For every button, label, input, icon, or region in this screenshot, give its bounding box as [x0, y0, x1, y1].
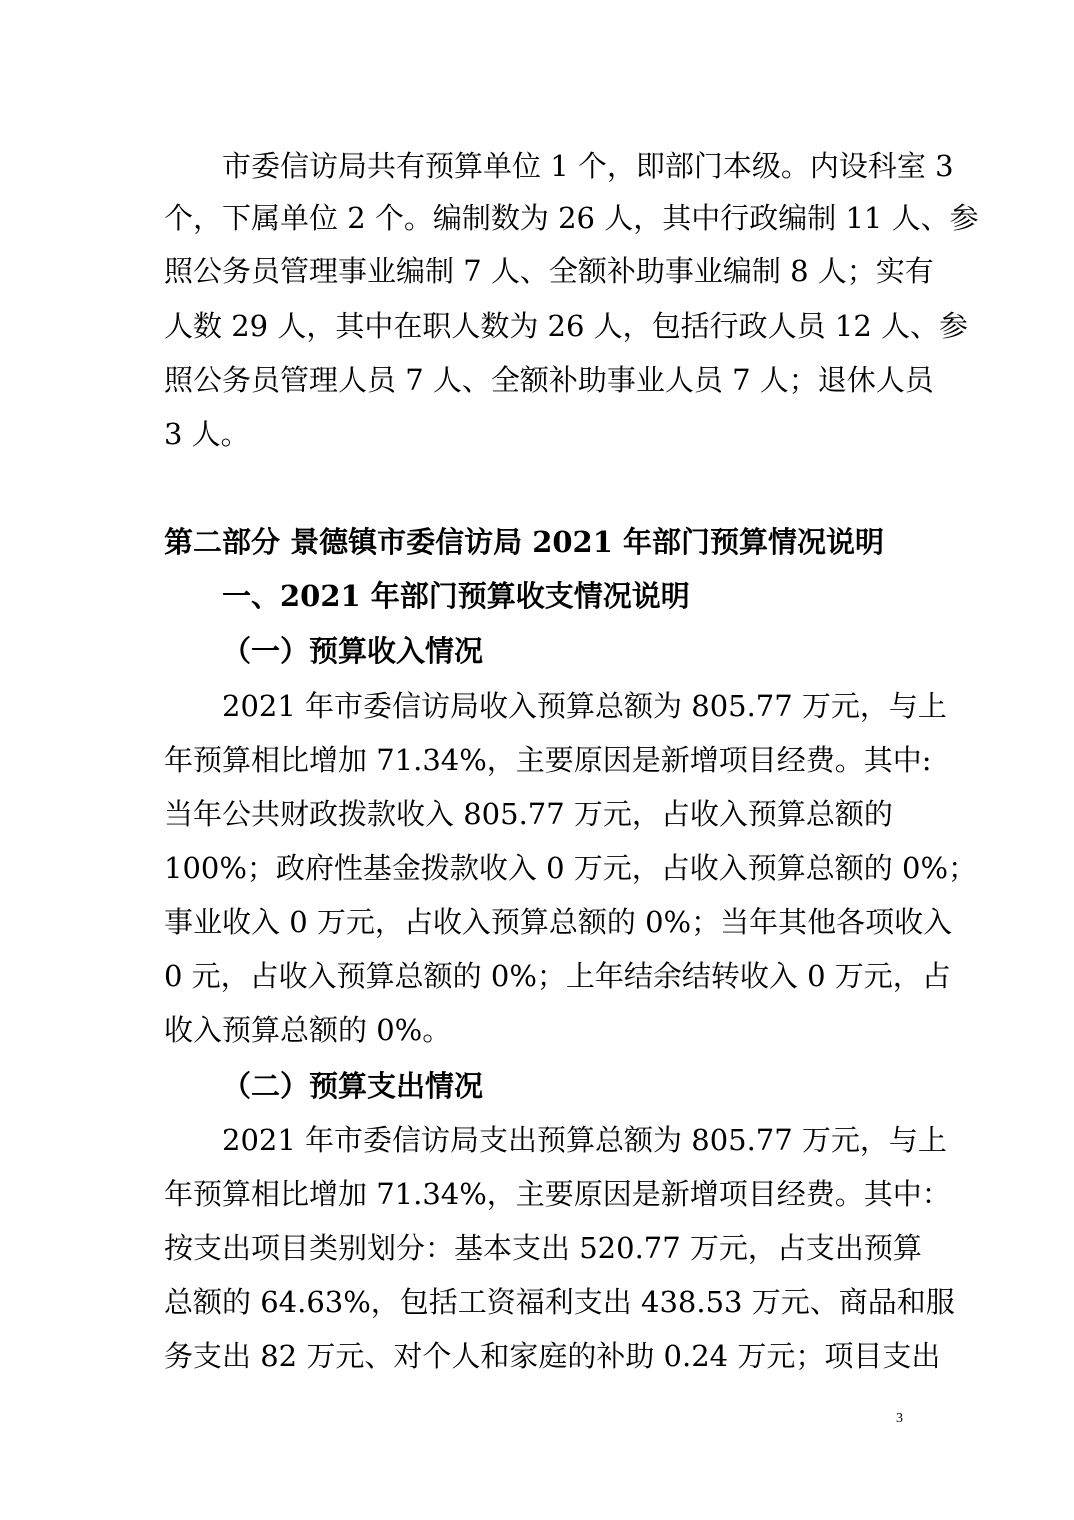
paragraph2-line-3: 当年公共财政拨款收入 805.77 万元，占收入预算总额的: [164, 797, 893, 831]
paragraph2-line-5: 事业收入 0 万元，占收入预算总额的 0%；当年其他各项收入: [164, 905, 953, 939]
paragraph1-line-3: 照公务员管理事业编制 7 人、全额补助事业编制 8 人；实有: [164, 254, 934, 288]
paragraph1-line-5: 照公务员管理人员 7 人、全额补助事业人员 7 人；退休人员: [164, 363, 934, 397]
paragraph2-line-2: 年预算相比增加 71.34%，主要原因是新增项目经费。其中:: [164, 743, 932, 777]
paragraph3-line-3: 按支出项目类别划分：基本支出 520.77 万元，占支出预算: [164, 1231, 922, 1265]
paragraph2-line-4: 100%；政府性基金拨款收入 0 万元，占收入预算总额的 0%；: [164, 851, 978, 885]
paragraph1-line-2: 个，下属单位 2 个。编制数为 26 人，其中行政编制 11 人、参: [164, 201, 979, 235]
paragraph1-line-4: 人数 29 人，其中在职人数为 26 人，包括行政人员 12 人、参: [164, 309, 969, 343]
paragraph1-line-6: 3 人。: [164, 417, 250, 451]
subsection-expenditure-heading: （二）预算支出情况: [222, 1069, 484, 1103]
paragraph1-line-1: 市委信访局共有预算单位 1 个，即部门本级。内设科室 3: [222, 149, 954, 183]
paragraph3-line-2: 年预算相比增加 71.34%，主要原因是新增项目经费。其中：: [164, 1177, 951, 1211]
part-heading: 第二部分 景德镇市委信访局 2021 年部门预算情况说明: [164, 525, 885, 559]
paragraph3-line-4: 总额的 64.63%，包括工资福利支出 438.53 万元、商品和服: [164, 1285, 955, 1319]
paragraph2-line-1: 2021 年市委信访局收入预算总额为 805.77 万元，与上: [222, 689, 947, 723]
paragraph3-line-1: 2021 年市委信访局支出预算总额为 805.77 万元，与上: [222, 1123, 947, 1157]
page-number: 3: [896, 1411, 903, 1426]
section-heading: 一、2021 年部门预算收支情况说明: [222, 579, 690, 613]
paragraph2-line-6: 0 元，占收入预算总额的 0%；上年结余结转收入 0 万元，占: [164, 959, 951, 993]
paragraph2-line-7: 收入预算总额的 0%。: [164, 1013, 452, 1047]
paragraph3-line-5: 务支出 82 万元、对个人和家庭的补助 0.24 万元；项目支出: [164, 1339, 941, 1373]
subsection-income-heading: （一）预算收入情况: [222, 634, 484, 668]
